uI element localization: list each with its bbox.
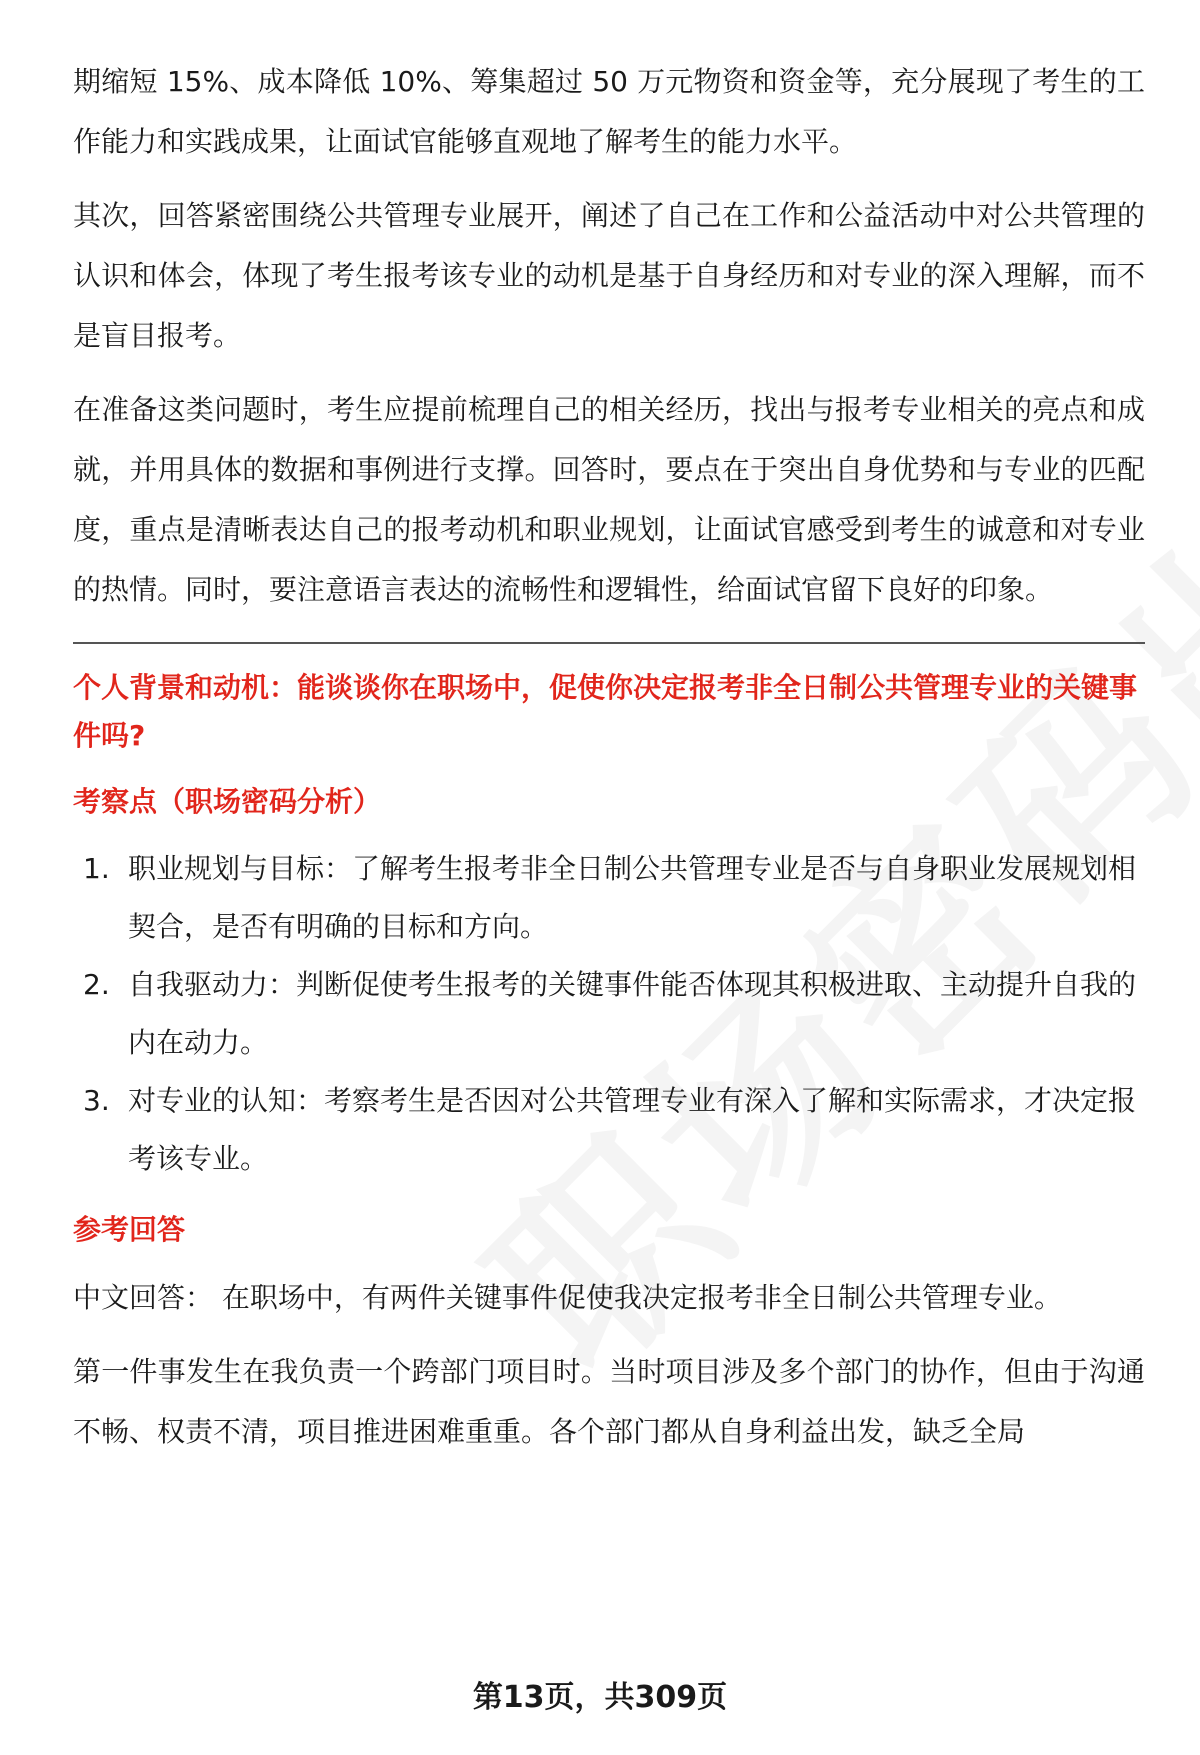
- section-divider: [73, 642, 1145, 644]
- list-number: 1.: [83, 852, 110, 885]
- list-text: 职业规划与目标：了解考生报考非全日制公共管理专业是否与自身职业发展规划相契合，是否有明确的目标和方向。: [128, 852, 1137, 943]
- list-text: 自我驱动力：判断促使考生报考的关键事件能否体现其积极进取、主动提升自我的内在动力。: [128, 968, 1137, 1059]
- question-title: 个人背景和动机：能谈谈你在职场中，促使你决定报考非全日制公共管理专业的关键事件吗?: [73, 671, 1138, 752]
- paragraph: 期缩短 15%、成本降低 10%、筹集超过 50 万元物资和资金等，充分展现了考生的工作能力和实践成果，让面试官能够直观地了解考生的能力水平。: [73, 65, 1145, 158]
- paragraph: 第一件事发生在我负责一个跨部门项目时。当时项目涉及多个部门的协作，但由于沟通不畅、权责不清，项目推进困难重重。各个部门都从自身利益出发，缺乏全局: [73, 1355, 1145, 1448]
- assessment-heading: 考察点（职场密码分析）: [73, 785, 382, 818]
- list-number: 3.: [83, 1084, 110, 1117]
- page-number: 第13页，共309页: [472, 1680, 728, 1715]
- paragraph: 在准备这类问题时，考生应提前梳理自己的相关经历，找出与报考专业相关的亮点和成就，并用具体的数据和事例进行支撑。回答时，要点在于突出自身优势和与专业的匹配度，重点是清晰表达自己的报考动机和职业规划，让面试官感受到考生的诚意和对专业的热情。同时，要注意语言表达的流畅性和逻辑性，给面试官留下良好的印象。: [73, 393, 1145, 606]
- page-content: [73, 52, 1145, 1476]
- list-item: [73, 1072, 1145, 1188]
- answer-heading: 参考回答: [73, 1213, 186, 1246]
- list-item: [73, 840, 1145, 956]
- assessment-list: [73, 840, 1145, 1188]
- list-item: [73, 956, 1145, 1072]
- paragraph: 其次，回答紧密围绕公共管理专业展开，阐述了自己在工作和公益活动中对公共管理的认识和体会，体现了考生报考该专业的动机是基于自身经历和对专业的深入理解，而不是盲目报考。: [73, 199, 1145, 352]
- paragraph: 中文回答： 在职场中，有两件关键事件促使我决定报考非全日制公共管理专业。: [73, 1281, 1062, 1314]
- list-number: 2.: [83, 968, 110, 1001]
- list-text: 对专业的认知：考察考生是否因对公共管理专业有深入了解和实际需求，才决定报考该专业。: [128, 1084, 1137, 1175]
